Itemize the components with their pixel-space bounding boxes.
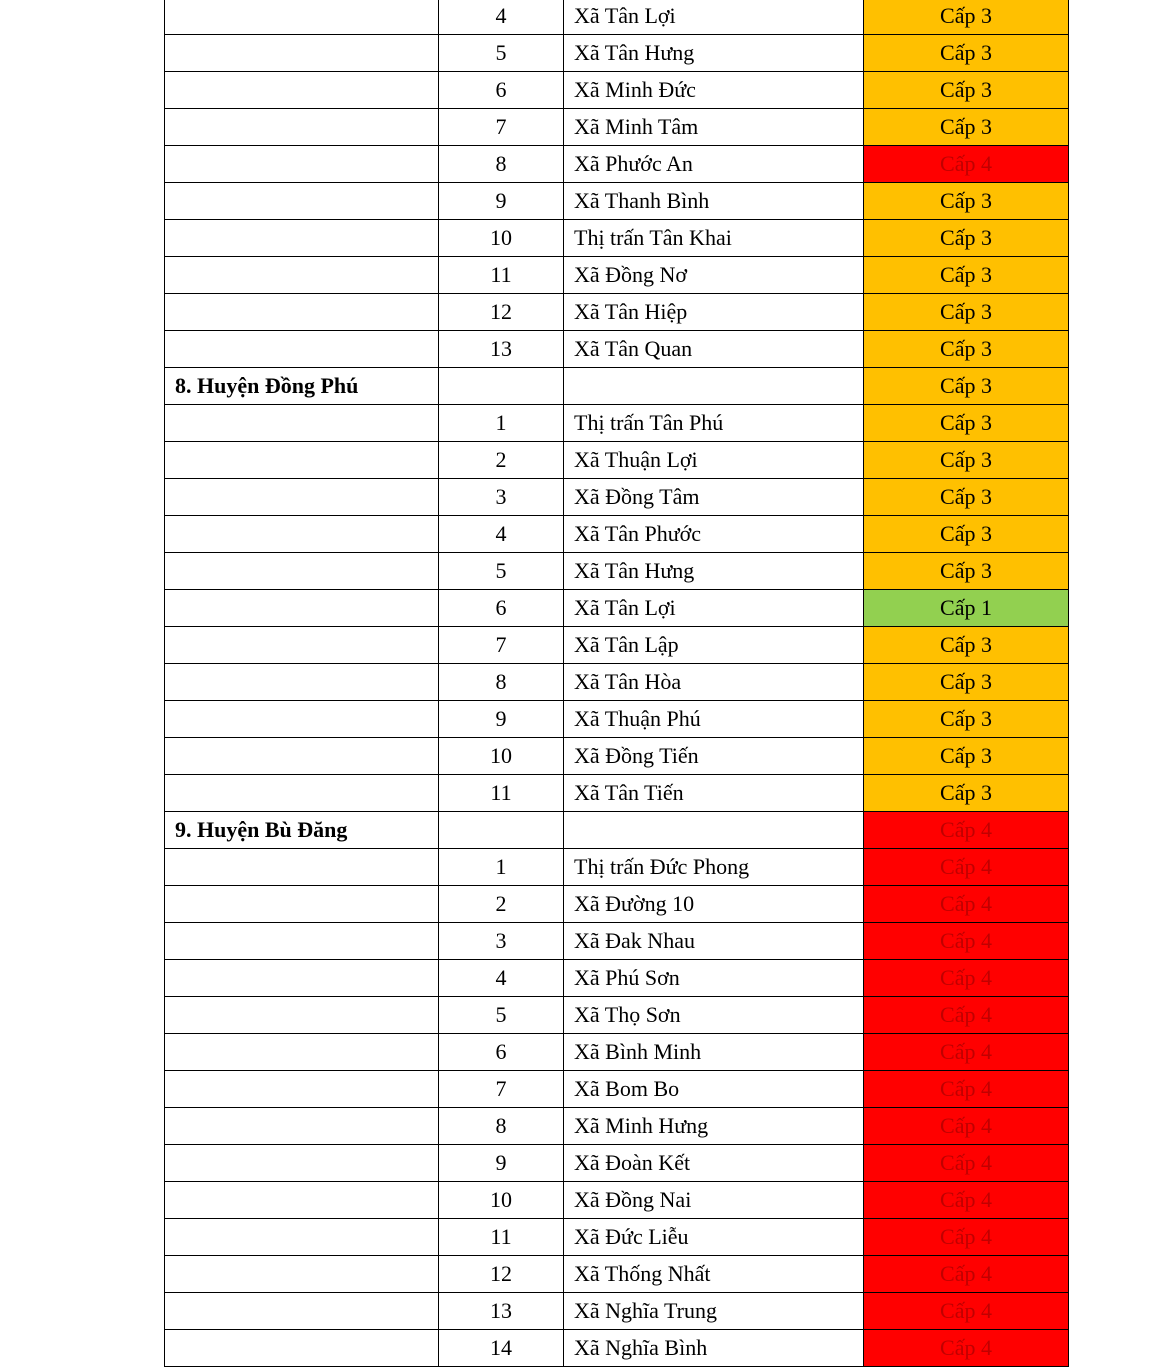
district-cell [165,738,439,775]
number-cell: 8 [439,1108,564,1145]
district-cell [165,331,439,368]
level-cell: Cấp 3 [864,516,1069,553]
table-row [165,775,1069,812]
table-row [165,479,1069,516]
number-cell: 9 [439,701,564,738]
district-cell [165,1256,439,1293]
commune-name-cell: Xã Tân Lập [564,627,864,664]
number-cell: 2 [439,442,564,479]
commune-name-cell: Xã Đức Liễu [564,1219,864,1256]
table-row [165,664,1069,701]
district-cell [165,997,439,1034]
table-row [165,997,1069,1034]
district-cell [165,849,439,886]
table-row [165,516,1069,553]
number-cell: 10 [439,220,564,257]
commune-name-cell: Xã Tân Lợi [564,0,864,35]
commune-name-cell: Xã Nghĩa Trung [564,1293,864,1330]
level-cell: Cấp 4 [864,997,1069,1034]
table-row [165,183,1069,220]
district-cell [165,257,439,294]
commune-name-cell: Xã Thuận Lợi [564,442,864,479]
commune-name-cell: Xã Nghĩa Bình [564,1330,864,1367]
table-row [165,1256,1069,1293]
level-cell: Cấp 4 [864,1330,1069,1367]
commune-name-cell: Xã Tân Hưng [564,553,864,590]
table-row [165,35,1069,72]
level-cell: Cấp 3 [864,220,1069,257]
commune-name-cell: Xã Phú Sơn [564,960,864,997]
level-cell: Cấp 1 [864,590,1069,627]
district-cell [165,1182,439,1219]
level-cell: Cấp 3 [864,479,1069,516]
level-cell: Cấp 3 [864,294,1069,331]
table-row [165,590,1069,627]
commune-name-cell: Thị trấn Tân Khai [564,220,864,257]
table-row [165,0,1069,35]
number-cell: 5 [439,35,564,72]
commune-name-cell: Xã Bom Bo [564,1071,864,1108]
number-cell: 2 [439,886,564,923]
level-cell: Cấp 4 [864,1256,1069,1293]
level-cell: Cấp 3 [864,331,1069,368]
commune-name-cell: Xã Tân Hiệp [564,294,864,331]
level-cell: Cấp 3 [864,775,1069,812]
level-cell: Cấp 4 [864,1293,1069,1330]
district-cell [165,701,439,738]
commune-name-cell: Xã Phước An [564,146,864,183]
commune-name-cell: Xã Thanh Bình [564,183,864,220]
table-row [165,442,1069,479]
district-cell [165,146,439,183]
level-cell: Cấp 4 [864,1034,1069,1071]
commune-name-cell: Thị trấn Tân Phú [564,405,864,442]
level-cell: Cấp 4 [864,1182,1069,1219]
number-cell: 13 [439,331,564,368]
level-cell: Cấp 4 [864,1145,1069,1182]
number-cell: 12 [439,294,564,331]
commune-name-cell: Xã Minh Hưng [564,1108,864,1145]
district-cell [165,220,439,257]
table-row [165,1182,1069,1219]
table-row [165,1330,1069,1367]
table-row [165,886,1069,923]
district-row [165,812,1069,849]
table-row [165,701,1069,738]
district-cell [165,479,439,516]
commune-name-cell: Xã Thống Nhất [564,1256,864,1293]
table-row [165,627,1069,664]
level-cell: Cấp 3 [864,183,1069,220]
level-cell: Cấp 3 [864,442,1069,479]
district-cell: 8. Huyện Đồng Phú [165,368,439,405]
level-cell: Cấp 3 [864,368,1069,405]
commune-name-cell: Xã Minh Tâm [564,109,864,146]
table-row [165,405,1069,442]
district-cell [165,1034,439,1071]
level-cell: Cấp 3 [864,664,1069,701]
level-cell: Cấp 3 [864,405,1069,442]
level-cell: Cấp 4 [864,146,1069,183]
commune-name-cell: Xã Tân Hòa [564,664,864,701]
number-cell: 10 [439,1182,564,1219]
table-row [165,257,1069,294]
level-cell: Cấp 3 [864,701,1069,738]
level-cell: Cấp 4 [864,1071,1069,1108]
district-cell [165,923,439,960]
table-row [165,553,1069,590]
district-cell [165,405,439,442]
district-cell [165,627,439,664]
number-cell: 11 [439,257,564,294]
district-cell [165,0,439,35]
level-cell: Cấp 3 [864,257,1069,294]
district-cell [165,109,439,146]
level-cell: Cấp 3 [864,35,1069,72]
table-row [165,1219,1069,1256]
table-row [165,331,1069,368]
commune-name-cell: Xã Đồng Nơ [564,257,864,294]
number-cell: 8 [439,664,564,701]
level-cell: Cấp 4 [864,1108,1069,1145]
table-row [165,849,1069,886]
table-row [165,923,1069,960]
number-cell: 9 [439,1145,564,1182]
district-cell [165,294,439,331]
commune-name-cell: Xã Thọ Sơn [564,997,864,1034]
table-row [165,109,1069,146]
number-cell: 11 [439,1219,564,1256]
district-cell: 9. Huyện Bù Đăng [165,812,439,849]
commune-name-cell: Xã Bình Minh [564,1034,864,1071]
district-cell [165,72,439,109]
number-cell [439,812,564,849]
number-cell: 7 [439,1071,564,1108]
number-cell: 6 [439,72,564,109]
level-cell: Cấp 4 [864,886,1069,923]
number-cell: 4 [439,0,564,35]
commune-name-cell: Xã Tân Quan [564,331,864,368]
commune-name-cell: Xã Tân Phước [564,516,864,553]
level-cell: Cấp 3 [864,72,1069,109]
table-row [165,1145,1069,1182]
number-cell [439,368,564,405]
table-row [165,1034,1069,1071]
district-row [165,368,1069,405]
table-row [165,960,1069,997]
district-cell [165,886,439,923]
commune-name-cell: Xã Đak Nhau [564,923,864,960]
table-row [165,1293,1069,1330]
number-cell: 13 [439,1293,564,1330]
district-cell [165,590,439,627]
commune-name-cell: Xã Đoàn Kết [564,1145,864,1182]
number-cell: 9 [439,183,564,220]
commune-level-table [164,0,1069,1367]
commune-name-cell [564,368,864,405]
commune-name-cell: Xã Đồng Tiến [564,738,864,775]
district-cell [165,1293,439,1330]
number-cell: 11 [439,775,564,812]
level-cell: Cấp 3 [864,627,1069,664]
district-cell [165,553,439,590]
number-cell: 12 [439,1256,564,1293]
number-cell: 6 [439,1034,564,1071]
level-cell: Cấp 4 [864,1219,1069,1256]
number-cell: 3 [439,479,564,516]
commune-name-cell: Thị trấn Đức Phong [564,849,864,886]
district-cell [165,1145,439,1182]
table-row [165,72,1069,109]
level-cell: Cấp 4 [864,923,1069,960]
level-cell: Cấp 3 [864,553,1069,590]
table-body [165,0,1069,1367]
commune-name-cell: Xã Đường 10 [564,886,864,923]
number-cell: 14 [439,1330,564,1367]
commune-name-cell: Xã Tân Tiến [564,775,864,812]
number-cell: 4 [439,516,564,553]
number-cell: 4 [439,960,564,997]
district-cell [165,1108,439,1145]
number-cell: 7 [439,109,564,146]
level-cell: Cấp 4 [864,849,1069,886]
level-cell: Cấp 4 [864,812,1069,849]
commune-name-cell: Xã Tân Lợi [564,590,864,627]
district-cell [165,516,439,553]
table-row [165,294,1069,331]
district-cell [165,1330,439,1367]
level-cell: Cấp 3 [864,738,1069,775]
district-cell [165,775,439,812]
district-cell [165,183,439,220]
commune-name-cell: Xã Đồng Tâm [564,479,864,516]
level-cell: Cấp 3 [864,109,1069,146]
number-cell: 6 [439,590,564,627]
table-row [165,1071,1069,1108]
district-cell [165,1219,439,1256]
commune-name-cell: Xã Đồng Nai [564,1182,864,1219]
commune-name-cell: Xã Thuận Phú [564,701,864,738]
table-row [165,220,1069,257]
number-cell: 3 [439,923,564,960]
number-cell: 1 [439,849,564,886]
district-cell [165,960,439,997]
table-row [165,146,1069,183]
number-cell: 1 [439,405,564,442]
table-row [165,738,1069,775]
number-cell: 10 [439,738,564,775]
district-cell [165,664,439,701]
table-row [165,1108,1069,1145]
district-cell [165,35,439,72]
district-cell [165,442,439,479]
number-cell: 5 [439,997,564,1034]
number-cell: 8 [439,146,564,183]
level-cell: Cấp 3 [864,0,1069,35]
number-cell: 7 [439,627,564,664]
level-cell: Cấp 4 [864,960,1069,997]
commune-name-cell [564,812,864,849]
district-cell [165,1071,439,1108]
commune-name-cell: Xã Tân Hưng [564,35,864,72]
commune-name-cell: Xã Minh Đức [564,72,864,109]
number-cell: 5 [439,553,564,590]
